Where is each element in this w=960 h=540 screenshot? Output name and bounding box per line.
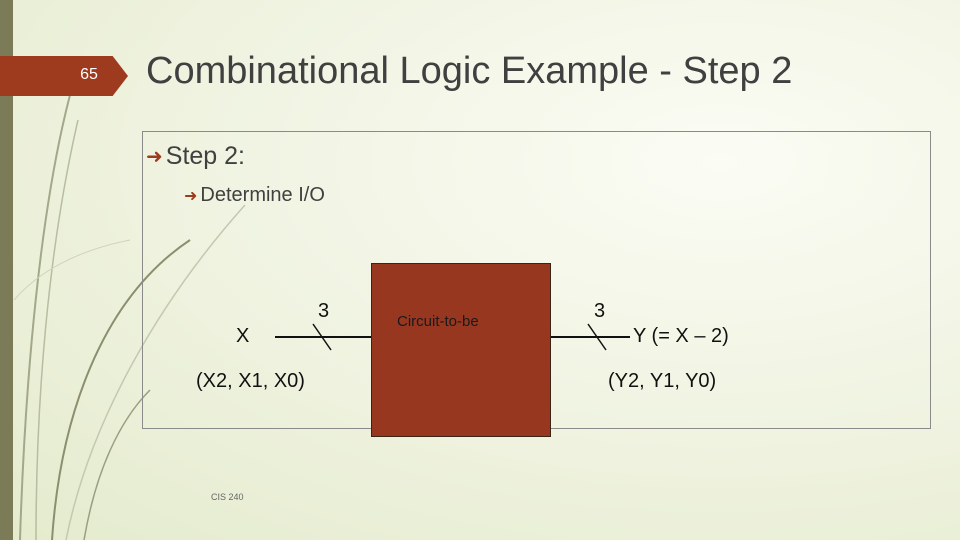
output-bits: (Y2, Y1, Y0) bbox=[608, 370, 717, 392]
input-bits: (X2, X1, X0) bbox=[196, 370, 305, 392]
output-bus-width: 3 bbox=[594, 300, 606, 322]
hand-arrow-icon: ➜ bbox=[146, 146, 163, 168]
slide-title: Combinational Logic Example - Step 2 bbox=[146, 50, 793, 92]
input-bus-width: 3 bbox=[318, 300, 330, 322]
bullet-text: Determine I/O bbox=[200, 184, 325, 206]
hand-arrow-icon: ➜ bbox=[184, 187, 198, 205]
input-name: X bbox=[236, 325, 250, 347]
output-name: Y (= X – 2) bbox=[633, 325, 729, 347]
bullet-text: Step 2: bbox=[165, 142, 245, 170]
circuit-label: Circuit-to-be bbox=[397, 313, 479, 330]
slide-footer: CIS 240 bbox=[211, 492, 244, 502]
slide-number: 65 bbox=[80, 66, 98, 83]
